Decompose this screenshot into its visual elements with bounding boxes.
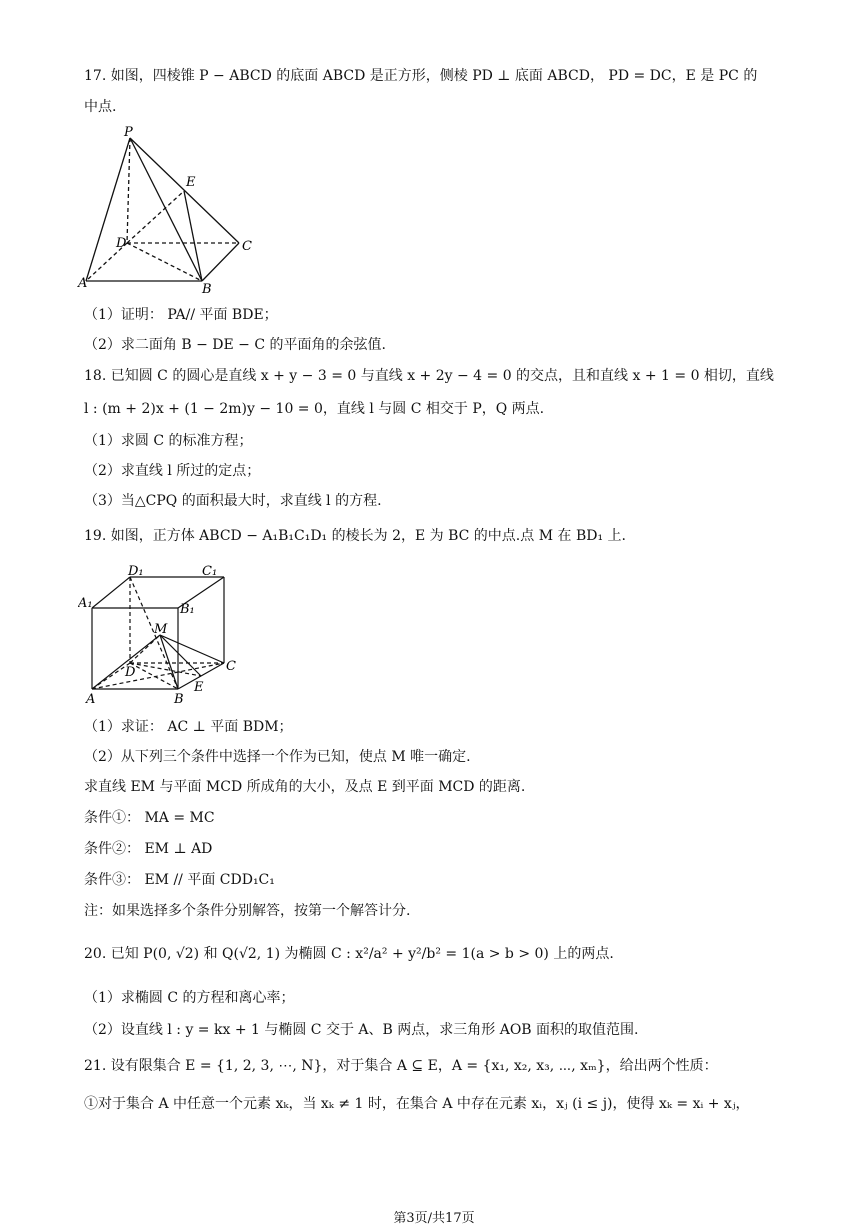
q18-stem-line-1: 18. 已知圆 C 的圆心是直线 x + y − 3 = 0 与直线 x + 2y − 4 = 0 的交点，且和直线 x + 1 = 0 相切，直线 [84,368,774,384]
edge-PA [86,138,130,281]
edge-BC [202,243,239,281]
q18-part-3: （3）当△CPQ 的面积最大时，求直线 l 的方程. [84,493,382,509]
label-B: B [202,282,212,295]
label-P: P [124,125,133,140]
segment-MC [160,635,224,663]
segment-DE [127,191,184,243]
q19-part-2: （2）从下列三个条件中选择一个作为已知，使点 M 唯一确定. [84,749,471,765]
q17-stem-line-2: 中点. [84,99,117,115]
q18-part-1: （1）求圆 C 的标准方程； [84,433,253,449]
q20-stem: 20. 已知 P(0, √2) 和 Q(√2, 1) 为椭圆 C : x²/a² + y²/b² = 1(a > b > 0) 上的两点. [84,946,614,962]
pyramid-figure [76,123,266,295]
label-C: C [242,239,252,254]
q19-note: 注：如果选择多个条件分别解答，按第一个解答计分. [84,903,411,919]
q19-stem: 19. 如图，正方体 ABCD − A₁B₁C₁D₁ 的棱长为 2，E 为 BC 的中点.点 M 在 BD₁ 上. [84,528,626,544]
q20-part-1: （1）求椭圆 C 的方程和离心率； [84,990,295,1006]
q17-part-2: （2）求二面角 B − DE − C 的平面角的余弦值. [84,337,386,353]
segment-DB [127,243,202,281]
page-footer: 第3页/共17页 [393,1211,475,1226]
label-A1: A₁ [78,596,93,611]
cube-figure [78,563,238,709]
q19-condition-2: 条件②： EM ⊥ AD [84,841,213,857]
label-C: C [226,659,236,674]
q19-part-1: （1）求证： AC ⊥ 平面 BDM； [84,719,293,735]
label-A: A [86,692,96,707]
label-C1: C₁ [202,564,218,579]
q20-part-2: （2）设直线 l : y = kx + 1 与椭圆 C 交于 A、B 两点，求三角形 AOB 面积的取值范围. [84,1022,639,1038]
q21-property-1: ①对于集合 A 中任意一个元素 xₖ，当 xₖ ≠ 1 时，在集合 A 中存在元素 xᵢ，xⱼ (i ≤ j)，使得 xₖ = xᵢ + xⱼ， [84,1096,750,1112]
label-D: D [116,236,127,251]
q19-ask: 求直线 EM 与平面 MCD 所成角的大小，及点 E 到平面 MCD 的距离. [84,779,526,795]
label-D: D [125,665,136,680]
edge-PD [127,138,130,243]
label-E: E [186,175,196,190]
q19-condition-3: 条件③： EM // 平面 CDD₁C₁ [84,872,275,888]
q17-stem-line-1: 17. 如图，四棱锥 P − ABCD 的底面 ABCD 是正方形，侧棱 PD ⊥ 底面 ABCD， PD = DC，E 是 PC 的 [84,68,758,84]
segment-AM [92,635,160,689]
q21-stem: 21. 设有限集合 E = {1, 2, 3, ⋯, N}，对于集合 A ⊆ E，A = {x₁, x₂, x₃, ⋯, xₘ}，给出两个性质： [84,1058,718,1074]
edge-PC [130,138,239,243]
label-D1: D₁ [128,564,144,579]
label-M: M [154,622,168,637]
edge-A1D1 [92,577,130,608]
label-B1: B₁ [180,602,195,617]
label-E: E [194,680,204,695]
q18-part-2: （2）求直线 l 所过的定点； [84,463,261,479]
label-B: B [174,692,184,707]
q18-stem-line-2: l : (m + 2)x + (1 − 2m)y − 10 = 0，直线 l 与圆 C 相交于 P，Q 两点. [84,401,545,417]
label-A: A [78,276,88,291]
edge-PB [130,138,202,281]
q17-part-1: （1）证明： PA// 平面 BDE； [84,307,278,323]
q19-condition-1: 条件①： MA = MC [84,810,215,826]
